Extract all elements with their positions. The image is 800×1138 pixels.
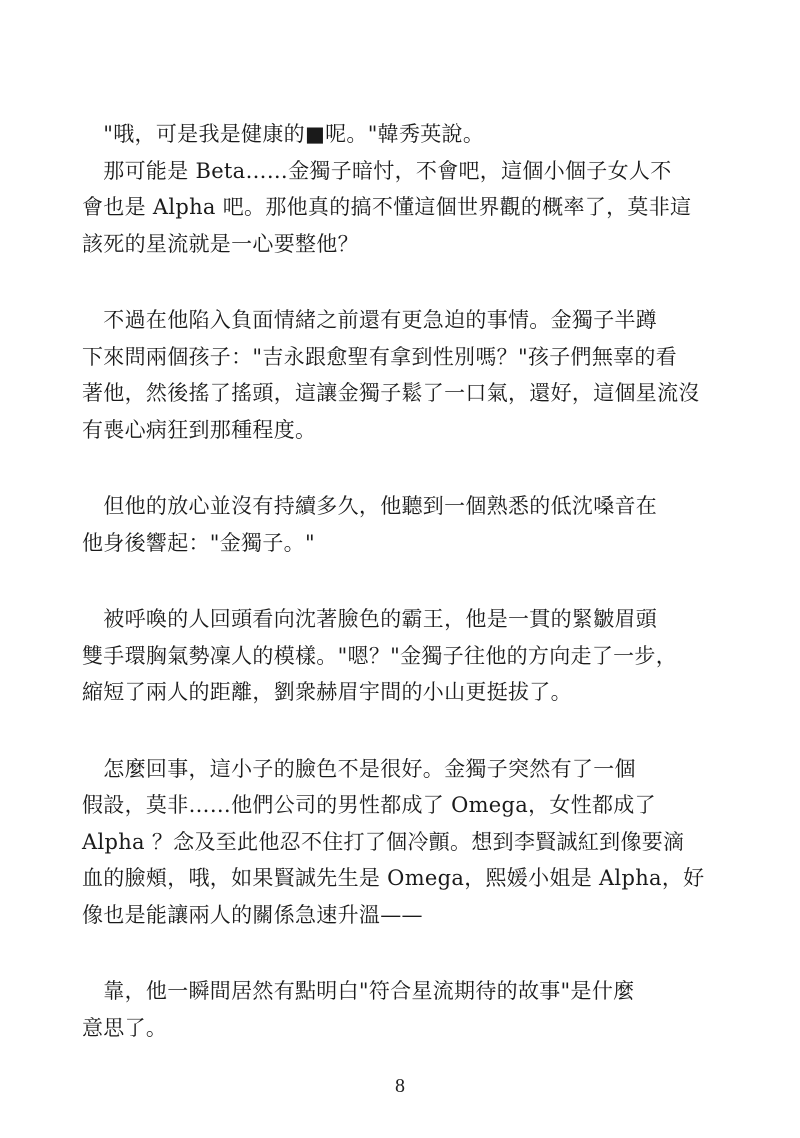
- paragraph-4: [82, 488, 712, 561]
- paragraph-3: [82, 302, 712, 448]
- text-line: 假設，莫非……他們公司的男性都成了 Omega，女性都成了: [82, 793, 656, 817]
- text-line: 被呼喚的人回頭看向沈著臉色的霸王，他是一貫的緊皺眉頭: [82, 607, 658, 631]
- text-line: 意思了。: [82, 1015, 168, 1040]
- text-line: 不過在他陷入負面情緒之前還有更急迫的事情。金獨子半蹲: [82, 308, 658, 332]
- paragraph-1: [82, 116, 712, 153]
- text-line: 怎麼回事，這小子的臉色不是很好。金獨子突然有了一個: [82, 756, 636, 781]
- text-line: 那可能是 Beta……金獨子暗忖，不會吧，這個小個子女人不: [82, 158, 672, 183]
- text-line: 他身後響起："金獨子。": [82, 530, 315, 555]
- text-line: 會也是 Alpha 吧。那他真的搞不懂這個世界觀的概率了，莫非這: [82, 195, 692, 219]
- paragraph-gap: [82, 561, 712, 601]
- text-line: 靠，他一瞬間居然有點明白"符合星流期待的故事"是什麼: [82, 979, 635, 1003]
- paragraph-gap: [82, 448, 712, 488]
- text-line: Alpha ？念及至此他忍不住打了個冷顫。想到李賢誠紅到像要滴: [82, 829, 685, 854]
- text-line: 縮短了兩人的距離，劉衆赫眉宇間的小山更挺拔了。: [82, 680, 572, 704]
- text-line: 像也是能讓兩人的關係急速升溫——: [82, 902, 423, 927]
- page-number: 8: [395, 1075, 405, 1097]
- paragraph-gap: [82, 711, 712, 751]
- paragraph-gap: [82, 933, 712, 973]
- paragraph-gap: [82, 262, 712, 302]
- text-line: 下來問兩個孩子："吉永跟愈聖有拿到性別嗎？"孩子們無辜的看: [82, 344, 678, 369]
- page-body: [82, 116, 712, 1046]
- paragraph-2: [82, 153, 712, 263]
- text-line: 血的臉頰，哦，如果賢誠先生是 Omega，熙媛小姐是 Alpha，好: [82, 866, 705, 890]
- text-line: 著他，然後搖了搖頭，這讓金獨子鬆了一口氣，還好，這個星流沒: [82, 381, 700, 405]
- text-line: "哦，可是我是健康的■呢。"韓秀英說。: [82, 122, 485, 146]
- text-line: 該死的星流就是一心要整他？: [82, 231, 359, 256]
- paragraph-7: [82, 973, 712, 1046]
- text-line: 但他的放心並沒有持續多久，他聽到一個熟悉的低沈嗓音在: [82, 494, 658, 518]
- text-line: 雙手環胸氣勢凜人的模樣。"嗯？"金獨子往他的方向走了一步，: [82, 643, 678, 668]
- paragraph-5: [82, 601, 712, 711]
- text-line: 有喪心病狂到那種程度。: [82, 417, 317, 442]
- paragraph-6: [82, 751, 712, 934]
